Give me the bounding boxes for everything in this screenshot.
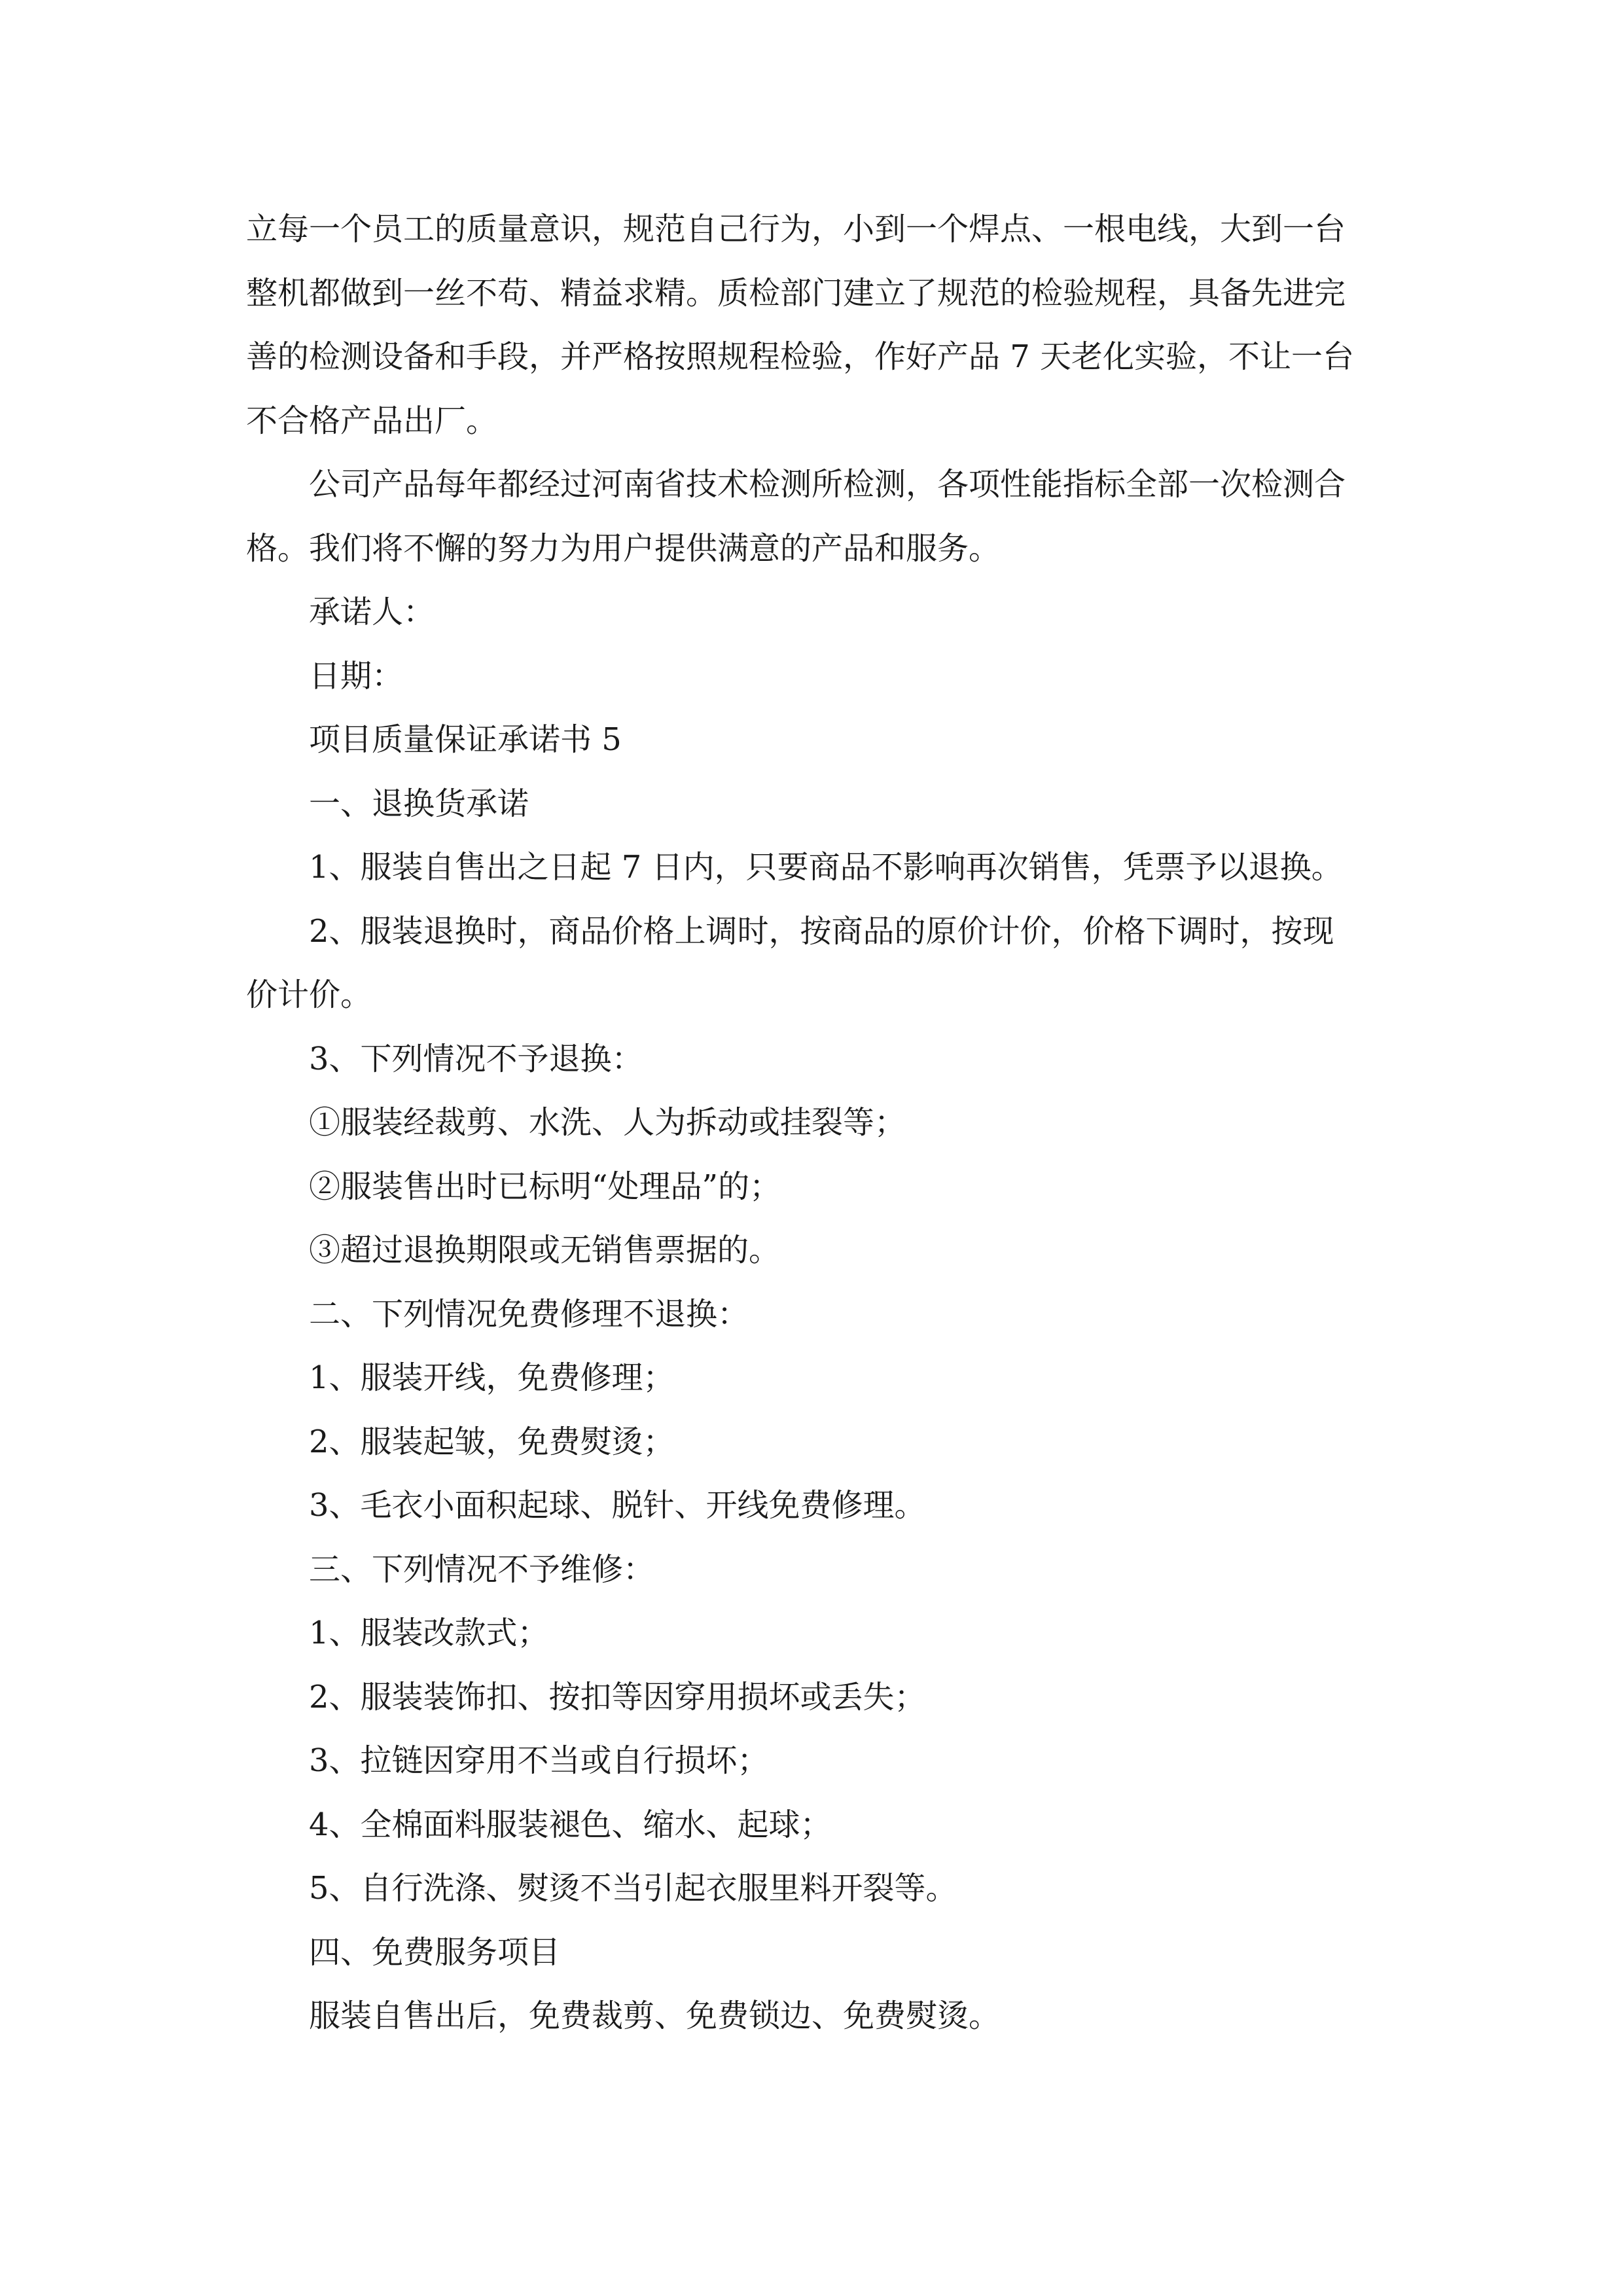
text-line: 1、服装改款式； [309, 1615, 549, 1651]
text-line: 二、下列情况免费修理不退换： [309, 1295, 749, 1333]
list-item-return-2 [246, 900, 1378, 1028]
document-body [246, 198, 1378, 2049]
text-line: 5、自行洗涤、熨烫不当引起衣服里料开裂等。 [309, 1870, 957, 1907]
section-heading-free-repair [246, 1283, 1378, 1347]
text-line: 三、下列情况不予维修： [309, 1551, 655, 1588]
date-label [246, 645, 1378, 709]
document-title [246, 708, 1378, 772]
promisor-label [246, 581, 1378, 645]
text-line: 3、下列情况不予退换： [309, 1040, 643, 1077]
text-line: 四、免费服务项目 [309, 1933, 561, 1971]
free-services-text [246, 1984, 1378, 2049]
text-line: 3、拉链因穿用不当或自行损坏； [309, 1742, 769, 1779]
list-item-no-repair-1 [246, 1602, 1378, 1666]
list-item-no-repair-5 [246, 1857, 1378, 1921]
text-line: 整机都做到一丝不苟、精益求精。质检部门建立了规范的检验规程，具备先进完 [246, 274, 1346, 312]
list-item-no-repair-2 [246, 1666, 1378, 1730]
text-line: 格。我们将不懈的努力为用户提供满意的产品和服务。 [246, 529, 1001, 567]
list-item-repair-2 [246, 1410, 1378, 1475]
list-item-no-repair-3 [246, 1729, 1378, 1793]
text-line: 立每一个员工的质量意识，规范自己行为，小到一个焊点、一根电线，大到一台 [246, 211, 1346, 247]
text-line: 项目质量保证承诺书 5 [309, 721, 622, 758]
list-item-return-1 [246, 836, 1378, 900]
section-heading-return-exchange [246, 772, 1378, 836]
sub-item-circled-3 [246, 1219, 1378, 1283]
text-line: 4、全棉面料服装褪色、缩水、起球； [309, 1806, 832, 1843]
text-line: 1、服装自售出之日起 7 日内，只要商品不影响再次销售，凭票予以退换。 [309, 849, 1343, 886]
text-line: 不合格产品出厂。 [246, 402, 498, 439]
section-heading-no-repair [246, 1538, 1378, 1602]
text-line: 承诺人： [309, 594, 435, 630]
text-line: ③超过退换期限或无销售票据的。 [309, 1232, 781, 1268]
text-line: 3、毛衣小面积起球、脱针、开线免费修理。 [309, 1487, 926, 1524]
text-line: 一、退换货承诺 [309, 785, 529, 822]
text-line: 2、服装装饰扣、按扣等因穿用损坏或丢失； [309, 1678, 926, 1715]
sub-item-circled-2 [246, 1155, 1378, 1219]
text-line: 2、服装起皱，免费熨烫； [309, 1423, 675, 1460]
list-item-return-3 [246, 1028, 1378, 1092]
text-line: ②服装售出时已标明“处理品”的； [309, 1168, 781, 1205]
sub-item-circled-1 [246, 1091, 1378, 1155]
text-line: 1、服装开线，免费修理； [309, 1359, 675, 1396]
text-line: ①服装经裁剪、水洗、人为拆动或挂裂等； [309, 1104, 906, 1141]
list-item-no-repair-4 [246, 1793, 1378, 1857]
text-line: 善的检测设备和手段，并严格按照规程检验，作好产品 7 天老化实验，不让一台 [246, 338, 1355, 375]
paragraph-annual-inspection [246, 453, 1378, 581]
text-line: 价计价。 [246, 977, 372, 1013]
paragraph-quality-awareness [246, 198, 1378, 453]
text-line: 服装自售出后，免费裁剪、免费锁边、免费熨烫。 [309, 1998, 1001, 2034]
list-item-repair-1 [246, 1346, 1378, 1410]
list-item-repair-3 [246, 1474, 1378, 1538]
section-heading-free-services [246, 1921, 1378, 1985]
text-line: 2、服装退换时，商品价格上调时，按商品的原价计价，价格下调时，按现 [309, 912, 1334, 950]
text-line: 日期： [309, 657, 404, 694]
text-line: 公司产品每年都经过河南省技术检测所检测，各项性能指标全部一次检测合 [309, 466, 1346, 503]
